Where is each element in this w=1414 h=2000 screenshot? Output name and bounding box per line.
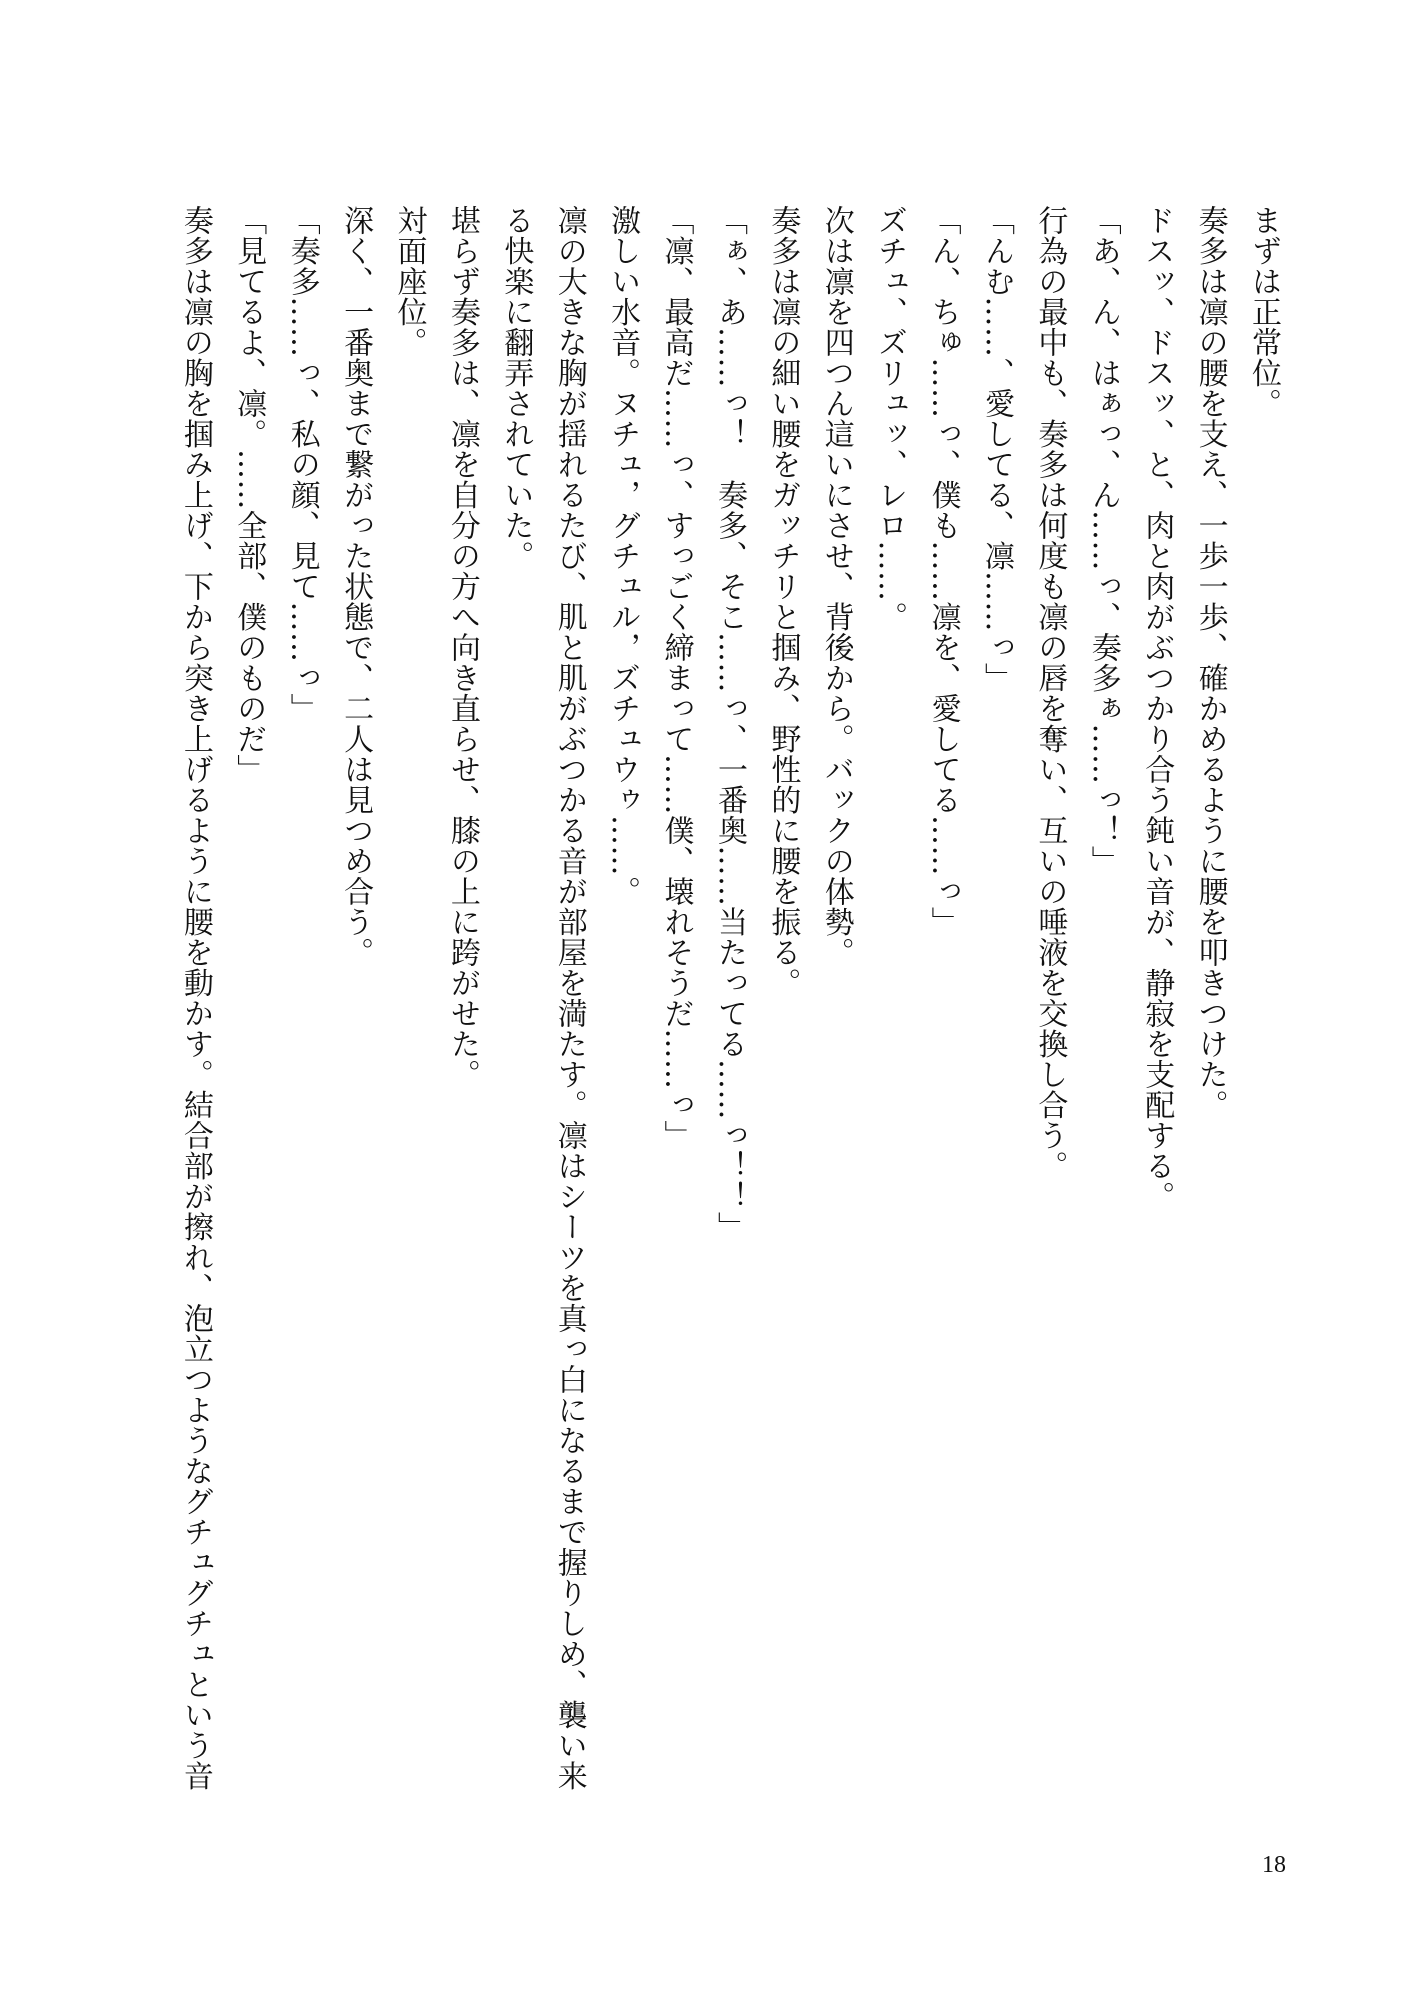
text-line: 次は凛を四つん這いにさせ、背後から。バックの体勢。: [818, 205, 854, 968]
text-line: 凛の大きな胸が揺れるたび、肌と肌がぶつかる音が部屋を満たす。凛はシーツを真っ白になるまで握りしめ、襲い来: [551, 205, 587, 1791]
text-line: 「あ、ん、はぁっ、ん……っ、奏多ぁ……っ！」: [1085, 205, 1121, 876]
page-number: 18: [1262, 1852, 1286, 1878]
text-line: る快楽に翻弄されていた。: [498, 205, 534, 571]
text-line: 奏多は凛の胸を掴み上げ、下から突き上げるように腰を動かす。結合部が擦れ、泡立つようなグチュグチュという音: [177, 205, 213, 1791]
text-line: 深く、一番奥まで繋がった状態で、二人は見つめ合う。: [338, 205, 374, 968]
text-line: 対面座位。: [391, 205, 427, 358]
text-line: 奏多は凛の細い腰をガッチリと掴み、野性的に腰を振る。: [765, 205, 801, 998]
vertical-body-text: [168, 205, 1290, 1805]
text-line: ドスッ、ドスッ、と、肉と肉がぶつかり合う鈍い音が、静寂を支配する。: [1139, 205, 1175, 1212]
text-line: 「ぁ、あ……っ！ 奏多、そこ……っ、一番奥……当たってる……っ！！」: [711, 205, 747, 1242]
text-line: 「凛、最高だ……っ、すっごく締まって……僕、壊れそうだ……っ」: [658, 205, 694, 1151]
text-line: 行為の最中も、奏多は何度も凛の唇を奪い、互いの唾液を交換し合う。: [1032, 205, 1068, 1181]
text-line: 奏多は凛の腰を支え、一歩一歩、確かめるように腰を叩きつけた。: [1192, 205, 1228, 1120]
text-line: まずは正常位。: [1246, 205, 1281, 419]
text-line: 「奏多……っ、私の顔、見て……っ」: [284, 205, 320, 724]
text-line: 堪らず奏多は、凛を自分の方へ向き直らせ、膝の上に跨がせた。: [444, 205, 480, 1090]
text-line: ズチュ、ズリュッ、レロ……。: [872, 205, 908, 632]
text-line: 「見てるよ、凛。……全部、僕のものだ」: [231, 205, 267, 785]
text-line: 「んむ……、愛してる、凛……っ」: [978, 205, 1014, 693]
text-line: 「ん、ちゅ……っ、僕も……凛を、愛してる……っ」: [925, 205, 961, 937]
text-line: 激しい水音。ヌチュ，グチュル，ズチュウゥ……。: [605, 205, 641, 907]
